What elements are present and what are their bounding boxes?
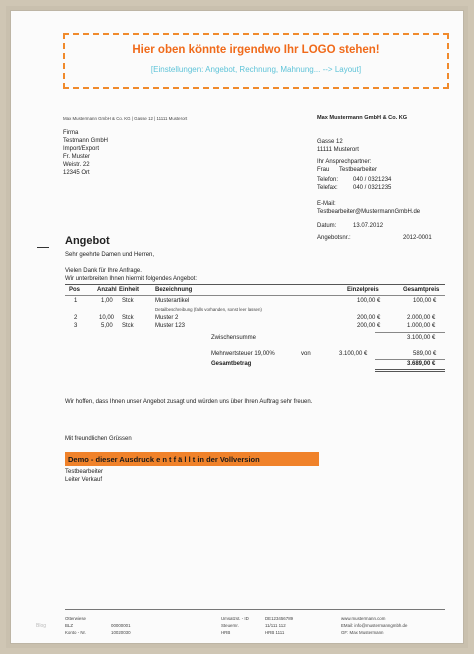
fax-value: 040 / 0321235 <box>353 185 392 191</box>
recipient-line: Import/Export <box>63 146 100 152</box>
intro-line-1: Vielen Dank für Ihre Anfrage. <box>65 268 142 274</box>
cell-description-detail: Detailbeschreibung (falls vorhanden, sonst leer lassen) <box>155 307 262 312</box>
footer-email: EMail: info@mustermanngmbh.de <box>341 623 408 628</box>
logo-main-text: Hier oben könnte irgendwo Ihr LOGO stehen! <box>132 44 380 56</box>
footer-tax-no-value: 11/111 112 <box>265 623 286 628</box>
col-header-description: Bezeichnung <box>155 287 193 293</box>
cell-description: Muster 123 <box>155 323 186 329</box>
demo-banner-text: Demo - dieser Ausdruck e n t f ä l l t in der Vollversion <box>68 455 260 464</box>
email-label: E-Mail: <box>317 201 336 207</box>
phone-value: 040 / 0321234 <box>353 177 392 183</box>
watermark: Blog <box>36 623 47 629</box>
cell-qty: 10,00 <box>99 315 115 321</box>
closing-text: Wir hoffen, dass Ihnen unser Angebot zusagt und würden uns über Ihren Auftrag sehr freuen. <box>65 399 313 405</box>
recipient-line: Testmann GmbH <box>63 138 109 144</box>
cell-total: 100,00 € <box>413 298 437 304</box>
footer-bank-name: Otterwiese <box>65 616 86 621</box>
footer-blz-value: 00000001 <box>111 623 131 628</box>
logo-placeholder <box>63 33 449 89</box>
footer-rule <box>65 609 445 610</box>
cell-unit-price: 100,00 € <box>357 298 381 304</box>
fax-label: Telefax: <box>317 185 338 191</box>
footer-tax-no-label: Steuernr. <box>221 623 239 628</box>
contact-title: Ihr Ansprechpartner: <box>317 159 372 165</box>
grand-total-value: 3.689,00 € <box>407 361 436 367</box>
cell-description: Musterartikel <box>155 298 190 304</box>
grand-total-rule-2 <box>375 371 445 372</box>
document-page <box>10 10 464 644</box>
offer-number-value: 2012-0001 <box>403 235 432 241</box>
cell-unit: Stck <box>122 298 134 304</box>
email-value: Testbearbeiter@MustermannGmbH.de <box>317 209 421 215</box>
footer-vat-id-label: Umsatzst. - ID <box>221 616 249 621</box>
regards: Mit freundlichen Grüssen <box>65 436 132 442</box>
footer-hrb-label: HRB <box>221 630 231 635</box>
cell-total: 2.000,00 € <box>407 315 436 321</box>
col-header-qty: Anzahl <box>97 287 117 293</box>
col-header-unit: Einheit <box>119 287 140 293</box>
vat-amount: 589,00 € <box>413 351 437 357</box>
table-top-rule <box>65 284 445 285</box>
recipient-line: 12345 Ort <box>63 170 90 176</box>
contact-name: Testbearbeiter <box>339 167 378 173</box>
footer-website: www.mustermann.com <box>341 616 386 621</box>
cell-description: Muster 2 <box>155 315 179 321</box>
salutation: Sehr geehrte Damen und Herren, <box>65 252 155 258</box>
subtotal-rule <box>375 332 445 333</box>
signer-role: Leiter Verkauf <box>65 477 103 483</box>
cell-unit-price: 200,00 € <box>357 315 381 321</box>
col-header-pos: Pos <box>69 287 81 293</box>
footer-account-value: 10020030 <box>111 630 131 635</box>
fold-mark <box>37 247 49 248</box>
signer-name: Testbearbeiter <box>65 469 104 475</box>
col-header-unit-price: Einzelpreis <box>347 287 379 293</box>
contact-salutation: Frau <box>317 167 330 173</box>
company-name: Max Mustermann GmbH & Co. KG <box>317 115 408 121</box>
cell-unit: Stck <box>122 323 134 329</box>
date-label: Datum: <box>317 223 337 229</box>
footer-blz-label: BLZ <box>65 623 74 628</box>
vat-base: 3.100,00 € <box>339 351 368 357</box>
cell-total: 1.000,00 € <box>407 323 436 329</box>
demo-banner <box>65 452 319 466</box>
vat-label: Mehrwertsteuer 19,00% <box>211 351 275 357</box>
sender-line: Max Mustermann GmbH & Co. KG | Gasse 12 | 11111 Musterort <box>63 116 188 121</box>
subtotal-label: Zwischensumme <box>211 335 257 341</box>
vat-rule <box>375 359 445 360</box>
cell-pos: 1 <box>74 298 78 304</box>
cell-unit: Stck <box>122 315 134 321</box>
grand-total-rule-1 <box>375 369 445 370</box>
grand-total-label: Gesamtbetrag <box>211 361 252 367</box>
subtotal-value: 3.100,00 € <box>407 335 436 341</box>
cell-qty: 1,00 <box>101 298 113 304</box>
vat-of: von <box>301 351 311 357</box>
cell-qty: 5,00 <box>101 323 113 329</box>
footer-vat-id-value: DE123456789 <box>265 616 294 621</box>
cell-unit-price: 200,00 € <box>357 323 381 329</box>
cell-pos: 3 <box>74 323 78 329</box>
recipient-line: Firma <box>63 130 79 136</box>
footer-hrb-value: HRB 1111 <box>265 630 285 635</box>
cell-pos: 2 <box>74 315 78 321</box>
footer-managing-director: GF: Max Mustermann <box>341 630 384 635</box>
footer-account-label: Konto - Nr. <box>65 630 86 635</box>
table-header-rule <box>65 295 445 296</box>
company-city: 11111 Musterort <box>317 147 359 153</box>
document-title: Angebot <box>65 235 110 247</box>
logo-sub-text: [Einstellungen: Angebot, Rechnung, Mahnung... --> Layout] <box>150 65 362 74</box>
phone-label: Telefon: <box>317 177 339 183</box>
intro-line-2: Wir unterbreiten Ihnen hiermit folgendes Angebot: <box>65 276 198 282</box>
recipient-line: Fr. Muster <box>63 154 91 160</box>
col-header-total: Gesamtpreis <box>403 287 440 293</box>
recipient-line: Weistr. 22 <box>63 162 90 168</box>
offer-number-label: Angebotsnr.: <box>317 235 351 241</box>
company-street: Gasse 12 <box>317 139 343 145</box>
date-value: 13.07.2012 <box>353 223 384 229</box>
